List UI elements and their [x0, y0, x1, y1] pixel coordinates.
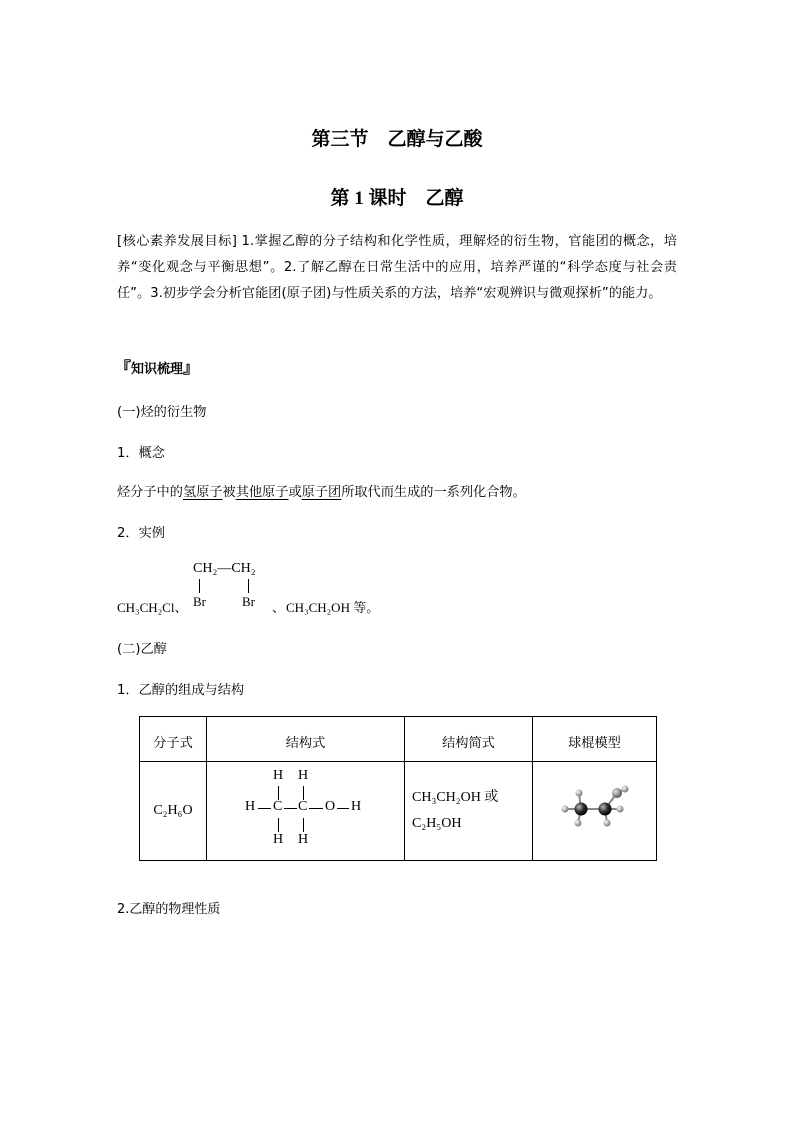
table-header-cell: 结构式 — [207, 717, 405, 762]
physical-properties-heading: 2.乙醇的物理性质 — [117, 902, 221, 917]
table-row — [140, 762, 657, 861]
bond-line — [278, 818, 279, 832]
condensed-formula-cell — [405, 762, 533, 861]
part1-heading: (一)烃的衍生物 — [117, 405, 207, 420]
concept-text: 烃分子中的氢原子被其他原子或原子团所取代而生成的一系列化合物。 — [117, 485, 526, 500]
structural-formula — [207, 762, 404, 860]
goals-text: 1.掌握乙醇的分子结构和化学性质，理解烃的衍生物，官能团的概念，培养“变化观念与平衡思想”。2.了解乙醇在日常生活中的应用，培养严谨的“科学态度与社会责任”。3.初步学会分析官能团(原子团)与性质关系的方法，培养“宏观辨识与微观探析”的能力。 — [117, 234, 677, 301]
knowledge-heading — [115, 355, 199, 378]
bond-line — [199, 579, 200, 593]
lesson-title: 第 1 课时 乙醇 — [330, 188, 464, 209]
atom-o: O — [325, 799, 336, 814]
table-header-cell: 分子式 — [140, 717, 207, 762]
atom-h: H — [245, 799, 256, 814]
atom-h: H — [351, 799, 362, 814]
knowledge-heading-label: 知识梳理 — [131, 362, 184, 377]
goals-label: [核心素养发展目标] — [117, 234, 237, 249]
blank-atom-group: 原子团 — [301, 485, 342, 500]
atom-c: C — [273, 799, 283, 814]
table-header-cell: 球棍模型 — [533, 717, 657, 762]
ethanol-structure-table — [139, 716, 657, 861]
structural-formula-cell — [207, 762, 405, 861]
corner-bracket-right-icon: 』 — [183, 358, 200, 377]
bond-line — [309, 808, 323, 809]
atom-h: H — [273, 832, 284, 847]
atom-c: C — [298, 799, 308, 814]
table-header-cell: 结构简式 — [405, 717, 533, 762]
blank-other-atom: 其他原子 — [235, 485, 289, 500]
table-header-row — [140, 717, 657, 762]
blank-hydrogen-atom: 氢原子 — [182, 485, 223, 500]
section-title: 第三节 乙醇与乙酸 — [311, 128, 483, 150]
bond-line — [284, 808, 297, 809]
br-label-right: Br — [242, 594, 255, 609]
bond-line — [303, 818, 304, 832]
core-goals-paragraph — [117, 229, 677, 307]
bond-line — [258, 808, 271, 809]
condensed-formula-line: C₂H₅OH — [412, 816, 462, 831]
concept-heading: 1．概念 — [117, 446, 165, 461]
example-chloroethane: CH₃CH₂Cl、 — [117, 600, 188, 615]
br-label-left: Br — [193, 594, 206, 609]
condensed-formula-line: CH₃CH₂OH 或 — [412, 790, 499, 805]
bond-line — [337, 808, 349, 809]
molecular-formula-cell: C₂H₆O — [140, 762, 207, 861]
ball-and-stick-model-icon — [555, 779, 635, 839]
bond-line — [278, 786, 279, 800]
atom-h: H — [298, 768, 309, 783]
part2-heading: (二)乙醇 — [117, 642, 167, 657]
example-separator: 、 — [272, 600, 286, 615]
example-ethanol: CH₃CH₂OH 等。 — [286, 600, 380, 615]
examples-heading: 2．实例 — [117, 526, 165, 541]
example-dibromoethane-chain: CH₂—CH₂ — [193, 561, 256, 576]
bond-line — [248, 579, 249, 593]
corner-bracket-left-icon: 『 — [115, 358, 132, 377]
structure-heading: 1．乙醇的组成与结构 — [117, 683, 245, 698]
bond-line — [303, 786, 304, 800]
atom-h: H — [273, 768, 284, 783]
atom-h: H — [298, 832, 309, 847]
ball-stick-model-cell — [533, 762, 657, 861]
